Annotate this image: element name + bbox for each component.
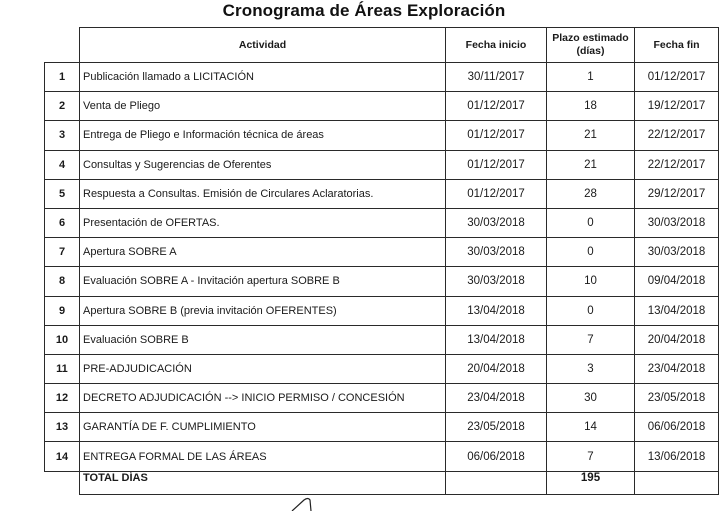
row-start-date: 01/12/2017 [446,121,547,150]
row-number: 12 [45,384,80,413]
row-number: 1 [45,63,80,92]
row-end-date: 13/04/2018 [635,296,719,325]
row-duration-days: 18 [547,92,635,121]
row-end-date: 19/12/2017 [635,92,719,121]
row-start-date: 06/06/2018 [446,442,547,471]
row-end-date: 29/12/2017 [635,179,719,208]
row-activity: Publicación llamado a LICITACIÓN [80,63,446,92]
table-row [45,413,719,442]
row-activity: DECRETO ADJUDICACIÓN --> INICIO PERMISO / CONCESIÓN [80,384,446,413]
table-row [45,92,719,121]
row-end-date: 30/03/2018 [635,238,719,267]
row-duration-days: 7 [547,325,635,354]
header-end-date: Fecha fin [635,28,719,63]
table-row [45,267,719,296]
table-row [45,238,719,267]
table-header-row [45,28,719,63]
row-number: 10 [45,325,80,354]
row-end-date: 23/05/2018 [635,384,719,413]
row-start-date: 01/12/2017 [446,150,547,179]
row-duration-days: 1 [547,63,635,92]
row-end-date: 01/12/2017 [635,63,719,92]
header-duration [547,28,635,63]
row-start-date: 20/04/2018 [446,354,547,383]
row-end-date: 20/04/2018 [635,325,719,354]
row-start-date: 30/03/2018 [446,238,547,267]
row-start-date: 13/04/2018 [446,296,547,325]
total-start-cell [446,471,547,494]
row-number: 14 [45,442,80,471]
row-start-date: 30/03/2018 [446,208,547,237]
header-blank-cell [45,28,80,63]
row-activity: Presentación de OFERTAS. [80,208,446,237]
row-number: 9 [45,296,80,325]
table-row [45,296,719,325]
table-row [45,354,719,383]
header-duration-line1: Plazo estimado [552,32,629,44]
row-duration-days: 21 [547,150,635,179]
row-number: 8 [45,267,80,296]
table-row [45,208,719,237]
row-activity: Entrega de Pliego e Información técnica de áreas [80,121,446,150]
row-number: 7 [45,238,80,267]
row-number: 13 [45,413,80,442]
row-activity: Evaluación SOBRE A - Invitación apertura SOBRE B [80,267,446,296]
row-start-date: 30/03/2018 [446,267,547,296]
header-duration-line2: (días) [576,45,605,57]
row-number: 2 [45,92,80,121]
row-activity: ENTREGA FORMAL DE LAS ÁREAS [80,442,446,471]
row-activity: GARANTÍA DE F. CUMPLIMIENTO [80,413,446,442]
row-end-date: 30/03/2018 [635,208,719,237]
row-duration-days: 30 [547,384,635,413]
schedule-table [44,27,719,495]
row-activity: PRE-ADJUDICACIÓN [80,354,446,383]
row-duration-days: 0 [547,208,635,237]
row-number: 11 [45,354,80,383]
total-end-cell [635,471,719,494]
row-activity: Evaluación SOBRE B [80,325,446,354]
row-number: 3 [45,121,80,150]
row-activity: Venta de Pliego [80,92,446,121]
row-start-date: 30/11/2017 [446,63,547,92]
row-duration-days: 0 [547,296,635,325]
row-start-date: 01/12/2017 [446,92,547,121]
row-start-date: 23/04/2018 [446,384,547,413]
table-row [45,63,719,92]
header-start-date: Fecha inicio [446,28,547,63]
row-end-date: 23/04/2018 [635,354,719,383]
total-blank-cell [45,471,80,494]
row-duration-days: 14 [547,413,635,442]
row-end-date: 22/12/2017 [635,121,719,150]
row-end-date: 09/04/2018 [635,267,719,296]
row-number: 4 [45,150,80,179]
table-row [45,442,719,471]
table-row [45,150,719,179]
row-end-date: 06/06/2018 [635,413,719,442]
table-row [45,325,719,354]
row-number: 5 [45,179,80,208]
row-duration-days: 28 [547,179,635,208]
row-duration-days: 3 [547,354,635,383]
table-row [45,179,719,208]
row-end-date: 13/06/2018 [635,442,719,471]
row-number: 6 [45,208,80,237]
row-activity: Apertura SOBRE B (previa invitación OFERENTES) [80,296,446,325]
row-activity: Respuesta a Consultas. Emisión de Circulares Aclaratorias. [80,179,446,208]
row-duration-days: 21 [547,121,635,150]
row-start-date: 01/12/2017 [446,179,547,208]
total-row [45,471,719,494]
header-activity: Actividad [80,28,446,63]
row-duration-days: 0 [547,238,635,267]
row-start-date: 23/05/2018 [446,413,547,442]
table-row [45,121,719,150]
row-activity: Apertura SOBRE A [80,238,446,267]
row-activity: Consultas y Sugerencias de Oferentes [80,150,446,179]
table-row [45,384,719,413]
total-days: 195 [547,471,635,494]
row-duration-days: 7 [547,442,635,471]
document-title: Cronograma de Áreas Exploración [222,1,506,20]
total-label: TOTAL DÍAS [80,471,446,494]
row-start-date: 13/04/2018 [446,325,547,354]
row-end-date: 22/12/2017 [635,150,719,179]
row-duration-days: 10 [547,267,635,296]
